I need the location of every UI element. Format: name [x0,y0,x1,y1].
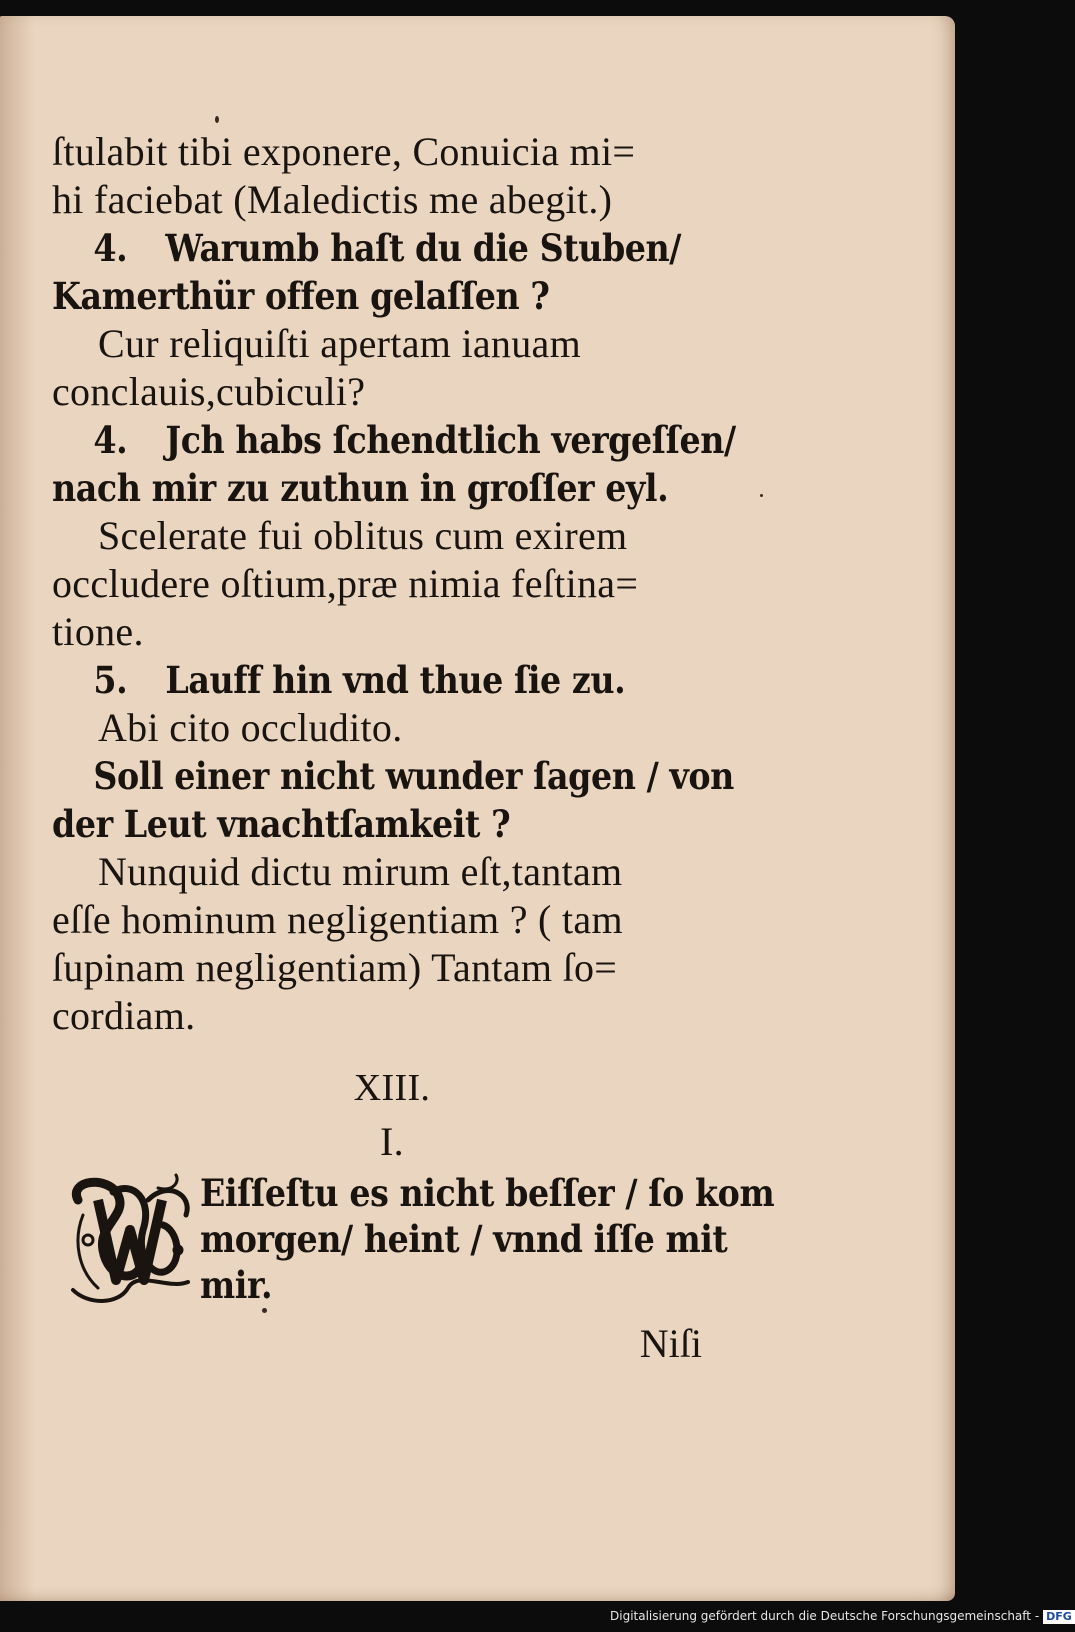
text-line: cordiam. [52,993,196,1038]
line-text: Lauff hin vnd thue ſie zu. [165,658,626,702]
text-line: eſſe hominum negligentiam ? ( tam [52,897,623,942]
ink-speck [760,494,763,497]
sub-number: I. [380,1119,404,1164]
item-number: 5. [93,658,128,702]
text-line: Scelerate fui oblitus cum exirem [98,513,628,558]
text-line: Nunquid dictu mirum eſt,tantam [98,849,623,894]
item-number: 4. [93,418,128,462]
text-line: morgen/ heint / vnnd iſſe mit [200,1217,728,1261]
text-line: Soll einer nicht wunder ſagen / von [93,754,734,798]
text-line: Abi cito occludito. [98,705,403,750]
text-line [52,656,664,704]
dfg-logo-badge: DFG [1043,1610,1075,1624]
section-number: XIII. [353,1067,431,1109]
footer-text: Digitalisierung gefördert durch die Deutsche Forschungsgemeinschaft - [610,1609,1040,1623]
page-text [52,128,775,1370]
dropcap-paragraph [52,1170,775,1320]
text-line: nach mir zu zuthun in groſſer eyl. [52,466,669,510]
text-line [52,416,736,464]
dropcap-w-ornament [58,1170,198,1310]
text-line: der Leut vnachtſamkeit ? [52,802,511,846]
text-line: ſupinam negligentiam) Tantam ſo= [52,945,618,990]
text-line: ſtulabit tibi exponere, Conuicia mi= [52,129,636,174]
digitization-footer [610,1604,1072,1628]
catchword-row [52,1320,702,1370]
ink-speck [215,116,219,123]
text-line [52,224,682,272]
item-number: 4. [93,226,128,270]
dropcap-text [200,1170,775,1308]
text-line: Kamerthür offen gelaſſen ? [52,274,550,318]
text-line: mir. [200,1263,273,1307]
catchword: Niſi [639,1321,702,1366]
book-page [0,16,955,1601]
line-text: Warumb haſt du die Stuben/ [165,226,682,270]
text-line: Cur reliquiſti apertam ianuam [98,321,581,366]
text-line: Eiſſeſtu es nicht beſſer / ſo kom [200,1171,775,1215]
text-line: tione. [52,609,144,654]
text-line: conclauis,cubiculi? [52,369,366,414]
text-line: occludere oſtium,præ nimia feſtina= [52,561,639,606]
line-text: Jch habs ſchendtlich vergeſſen/ [165,418,736,462]
text-line: hi faciebat (Maledictis me abegit.) [52,177,613,222]
